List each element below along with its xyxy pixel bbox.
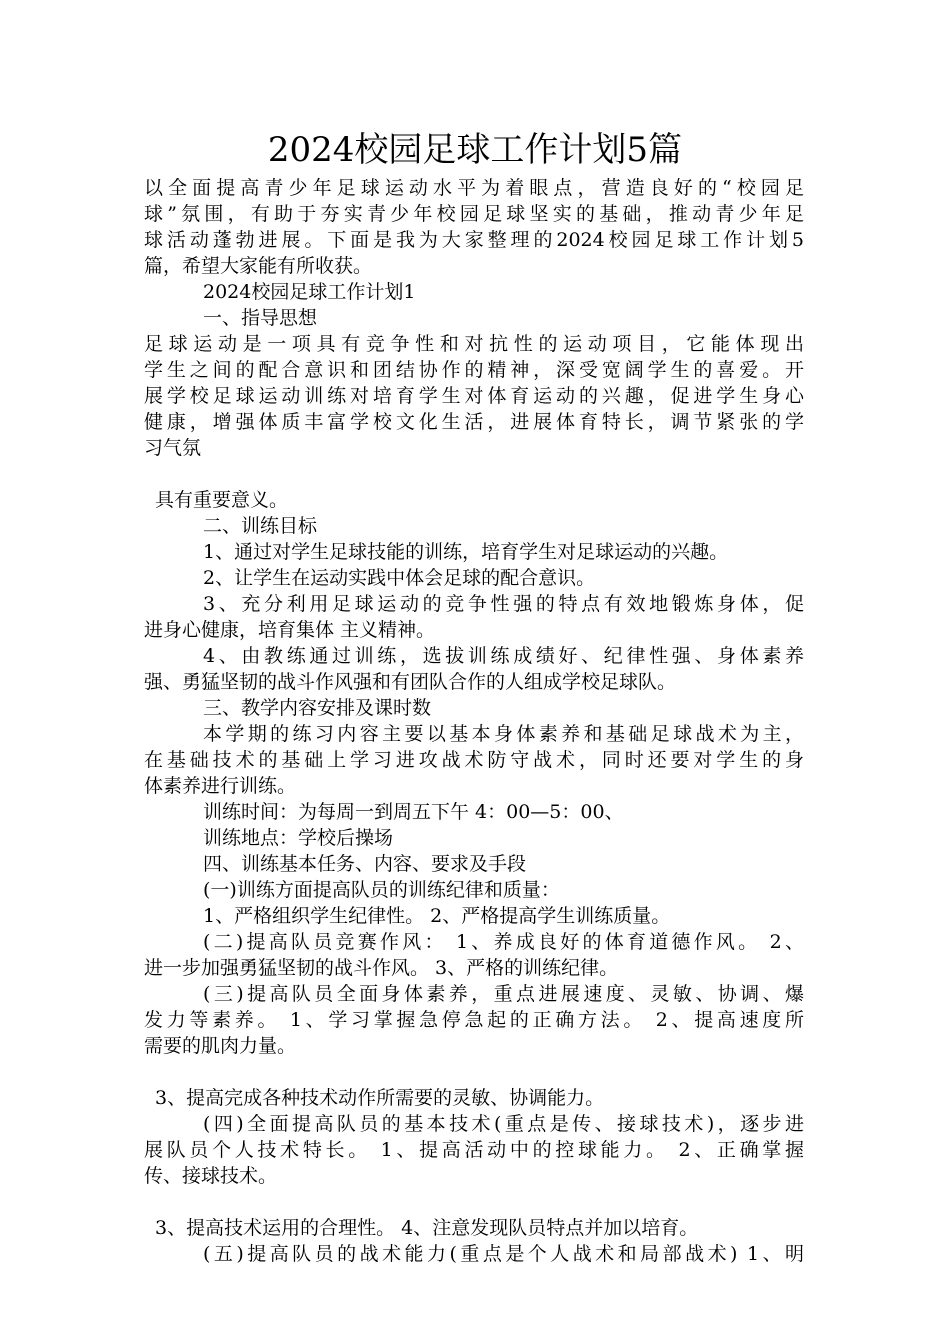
- text-line: 2、让学生在运动实践中体会足球的配合意识。: [203, 567, 596, 589]
- section-heading: 2024校园足球工作计划1: [203, 281, 416, 303]
- text-line: 健康，增强体质丰富学校文化生活，进展体育特长，调节紧张的学: [144, 411, 804, 433]
- document-title: 2024校园足球工作计划5篇: [267, 130, 683, 170]
- text-line: 训练时间：为每周一到周五下午 4：00—5：00、: [203, 801, 624, 823]
- text-line: 传、接球技术。: [144, 1165, 278, 1187]
- text-line: 本学期的练习内容主要以基本身体素养和基础足球战术为主，: [203, 723, 804, 745]
- text-line: 习气氛: [144, 437, 202, 459]
- text-line: 发力等素养。 1、学习掌握急停急起的正确方法。 2、提高速度所: [144, 1009, 804, 1031]
- text-line: 1、通过对学生足球技能的训练，培育学生对足球运动的兴趣。: [203, 541, 729, 563]
- text-line: 3、提高完成各种技术动作所需要的灵敏、协调能力。: [155, 1087, 605, 1109]
- text-line: 需要的肌肉力量。: [144, 1035, 297, 1057]
- text-line: 展队员个人技术特长。 1、提高活动中的控球能力。 2、正确掌握: [144, 1139, 804, 1161]
- text-line: 3、充分利用足球运动的竞争性强的特点有效地锻炼身体，促: [203, 593, 804, 615]
- text-line: 足球运动是一项具有竞争性和对抗性的运动项目，它能体现出: [144, 333, 804, 355]
- text-line: 训练地点：学校后操场: [203, 827, 394, 849]
- section-heading: 一、指导思想: [203, 307, 318, 329]
- text-line: (三)提高队员全面身体素养，重点进展速度、灵敏、协调、爆: [203, 983, 804, 1005]
- text-line: 体素养进行训练。: [144, 775, 297, 797]
- text-line: 1、严格组织学生纪律性。 2、严格提高学生训练质量。: [203, 905, 671, 927]
- text-line: 进身心健康，培育集体 主义精神。: [144, 619, 436, 641]
- section-heading: 三、教学内容安排及课时数: [203, 697, 432, 719]
- text-line: 展学校足球运动训练对培育学生对体育运动的兴趣，促进学生身心: [144, 385, 804, 407]
- text-line: 进一步加强勇猛坚韧的战斗作风。 3、严格的训练纪律。: [144, 957, 619, 979]
- text-line: (四)全面提高队员的基本技术(重点是传、接球技术)，逐步进: [203, 1113, 804, 1135]
- text-line: (一)训练方面提高队员的训练纪律和质量：: [203, 879, 560, 901]
- text-line: 强、勇猛坚韧的战斗作风强和有团队合作的人组成学校足球队。: [144, 671, 677, 693]
- section-heading: 四、训练基本任务、内容、要求及手段: [203, 853, 527, 875]
- text-line: 球活动蓬勃进展。下面是我为大家整理的2024校园足球工作计划5: [144, 229, 804, 251]
- text-line: 球”氛围，有助于夯实青少年校园足球坚实的基础，推动青少年足: [144, 203, 804, 225]
- text-line: 3、提高技术运用的合理性。 4、注意发现队员特点并加以培育。: [155, 1217, 699, 1239]
- text-line: 在基础技术的基础上学习进攻战术防守战术，同时还要对学生的身: [144, 749, 804, 771]
- text-line: (二)提高队员竞赛作风： 1、养成良好的体育道德作风。 2、: [203, 931, 804, 953]
- text-line: 篇，希望大家能有所收获。: [144, 255, 373, 277]
- text-line: 4、由教练通过训练，选拔训练成绩好、纪律性强、身体素养: [203, 645, 804, 667]
- section-heading: 二、训练目标: [203, 515, 318, 537]
- text-line: 学生之间的配合意识和团结协作的精神，深受宽阔学生的喜爱。开: [144, 359, 804, 381]
- text-line: 具有重要意义。: [155, 489, 289, 511]
- text-line: 以全面提高青少年足球运动水平为着眼点，营造良好的“校园足: [144, 177, 804, 199]
- text-line: (五)提高队员的战术能力(重点是个人战术和局部战术) 1、明: [203, 1243, 804, 1265]
